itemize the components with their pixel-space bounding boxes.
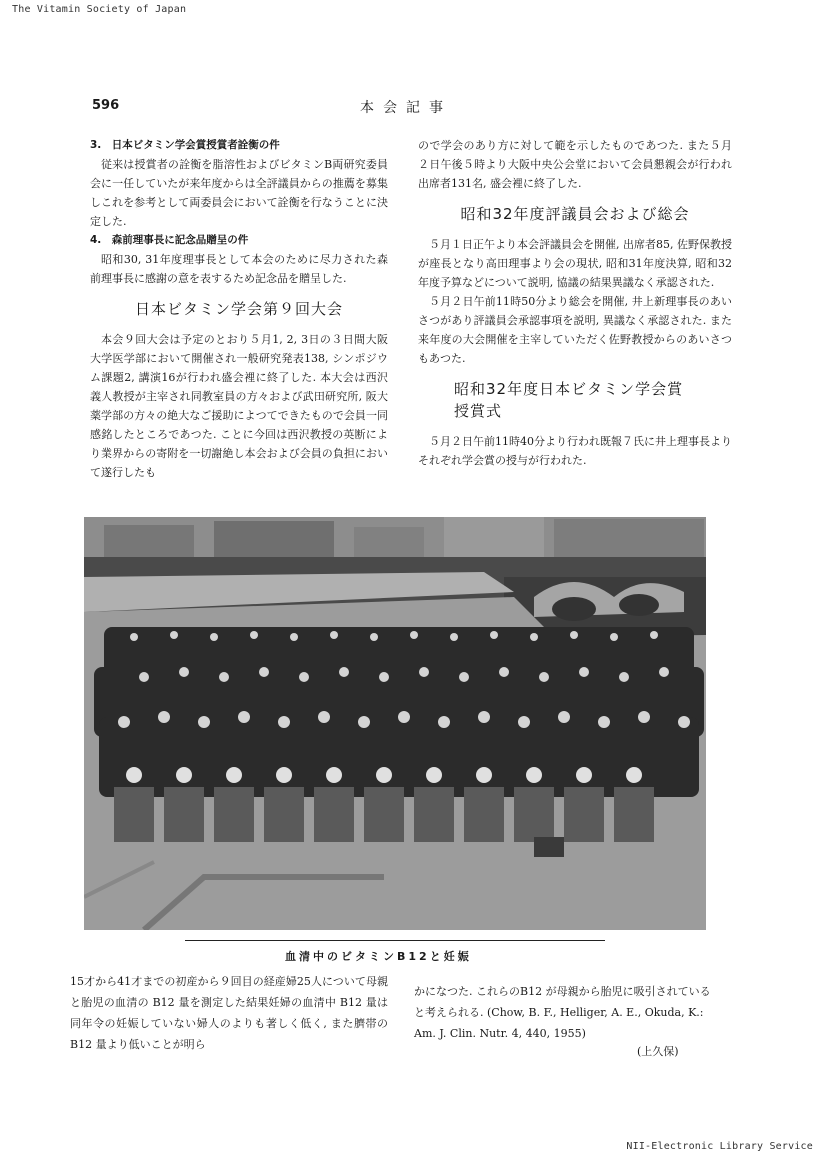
note-left-text: 15才から41才までの初産から９回目の経産婦25人について母親と胎児の血清の B12 量を測定した結果妊婦の血清中 B12 量は同年令の妊娠していない婦人のよりも著しく低く, また臍帯の B12 量より低いことが明ら — [70, 975, 388, 1051]
running-title: 本会記事 — [360, 100, 452, 116]
item3-body: 従来は授賞者の詮衡を脂溶性およびビタミンB両研究委員会に一任していたが来年度からは全評議員からの推薦を募集しこれを参考として両委員会において詮衡を行なうことに決定した. — [90, 158, 388, 228]
note-title: 血清中のビタミンB12と妊娠 — [285, 950, 472, 963]
meeting-body: 本会９回大会は予定のとおり５月1, 2, 3日の３日間大阪大学医学部において開催され一般研究発表138, シンポジウム課題2, 講演16が行われ盛会裡に終了した. 本大会は西沢義人教授が主宰され同教室員の方々および武田研究所, 阪大薬学部の方々の絶大なご援助によつてできたもので会員一同感銘したところであつた. ことに今回は西沢教授の英断により業界からの寄附を一切謝絶し本会および会員の負担において遂行したも — [90, 333, 388, 479]
library-footer: NII-Electronic Library Service — [626, 1141, 813, 1152]
note-author: (上久保) — [637, 1045, 679, 1058]
item3-title: 3. 日本ビタミン学会賞授賞者詮衡の件 — [90, 139, 280, 151]
section-divider — [185, 940, 605, 941]
award-body: ５月２日午前11時40分より行われ既報７氏に井上理事長よりそれぞれ学会賞の授与が行われた. — [418, 435, 732, 467]
item4-body: 昭和30, 31年度理事長として本会のために尽力された森前理事長に感謝の意を表するため記念品を贈呈した. — [90, 253, 388, 285]
page-number: 596 — [92, 98, 120, 113]
group-photo — [84, 517, 706, 930]
right-column — [418, 136, 732, 470]
award-title-line1: 昭和32年度日本ビタミン学会賞 — [454, 380, 684, 398]
left-column — [90, 136, 388, 482]
item4-title: 4. 森前理事長に記念品贈呈の件 — [90, 234, 249, 246]
council-paragraph-2: ５月２日午前11時50分より総会を開催, 井上新理事長のあいさつがあり評議員会承認事項を説明, 異議なく承認された. また来年度の大会開催を主宰していただく佐野教授からのあいさつもあつた. — [418, 295, 732, 365]
award-title-line2: 授賞式 — [454, 402, 503, 420]
note-right-text: かになつた. これらのB12 が母親から胎児に吸引されていると考えられる. (Chow, B. F., Helliger, A. E., Okuda, K.: Am. J. Clin. Nutr. 4, 440, 1955) — [414, 985, 711, 1040]
meeting-continuation: ので学会のあり方に対して範を示したものであつた. また５月２日午後５時より大阪中央公会堂において会員懇親会が行われ出席者131名, 盛会裡に終了した. — [418, 139, 732, 190]
meeting-title: 日本ビタミン学会第９回大会 — [134, 300, 343, 318]
council-paragraph-1: ５月１日正午より本会評議員会を開催, 出席者85, 佐野保教授が座長となり高田理事より会の現状, 昭和31年度決算, 昭和32年度予算などについて説明, 協議の結果異議なく承認された. — [418, 238, 732, 289]
society-header: The Vitamin Society of Japan — [12, 4, 187, 15]
council-title: 昭和32年度評議員会および総会 — [460, 205, 690, 223]
group-photo-graphic — [84, 517, 706, 930]
